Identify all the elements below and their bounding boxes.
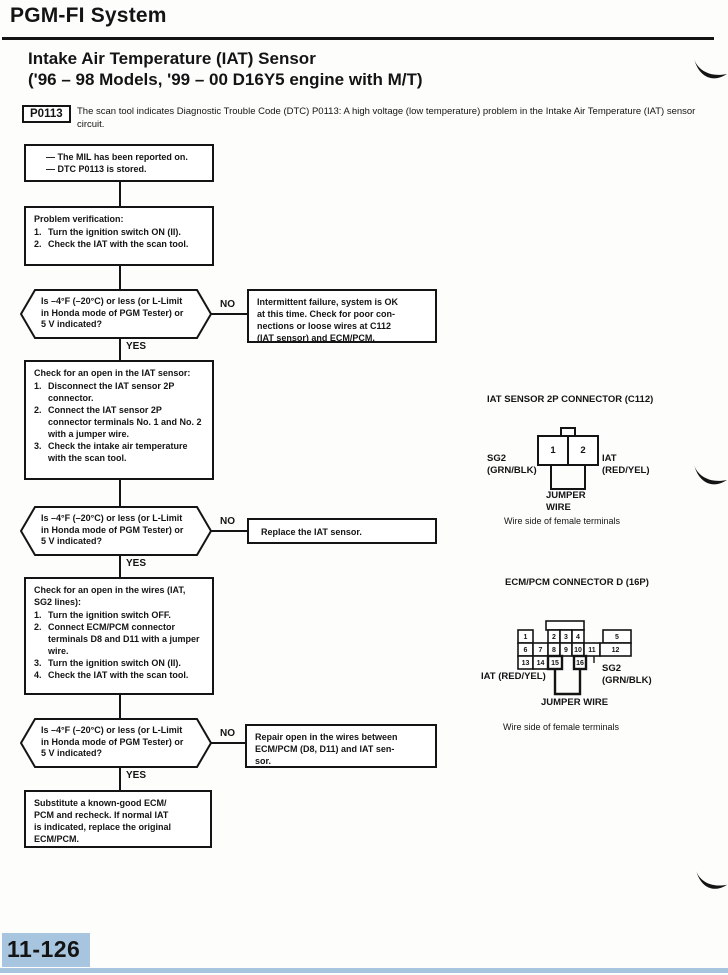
- decision-2-line2: in Honda mode of PGM Tester) or: [41, 524, 184, 535]
- no-branch-line: [211, 313, 247, 315]
- c112-connector-body: [537, 435, 599, 466]
- flow-connector: [119, 182, 121, 206]
- d16p-pin: 8: [552, 647, 556, 654]
- d16p-pin: 1: [523, 634, 528, 641]
- decision-1-line1: Is –4°F (–20°C) or less (or L-Limit: [41, 296, 183, 306]
- verify-step: 1. Turn the ignition switch ON (II).: [34, 227, 181, 237]
- flow-connector: [119, 768, 121, 790]
- decision-1: [20, 289, 212, 339]
- wires-check-step: 1. Turn the ignition switch OFF.: [34, 610, 171, 620]
- d16p-pin: 10: [574, 647, 582, 654]
- flow-connector: [119, 695, 121, 718]
- yes-label: YES: [126, 341, 147, 352]
- wires-check-step: 2. Connect ECM/PCM connector terminals D8 and D11 with a jumper wire.: [34, 622, 200, 656]
- substitute-line: ECM/PCM.: [34, 834, 79, 844]
- c112-pin-2: 2: [580, 445, 586, 456]
- flow-connector: [119, 339, 121, 360]
- no-label: NO: [220, 516, 235, 527]
- d16p-pin: 11: [588, 647, 596, 654]
- no-label: NO: [220, 728, 235, 739]
- replace-sensor-box: [247, 518, 437, 544]
- dtc-description: The scan tool indicates Diagnostic Trouble Code (DTC) P0113: A high voltage (low temperature) problem in the Intake Air Temperature (IAT) sensor circuit.: [77, 106, 696, 130]
- binder-mark-icon: [694, 52, 728, 86]
- decision-3-line2: in Honda mode of PGM Tester) or: [41, 736, 184, 747]
- replace-sensor-text: Replace the IAT sensor.: [261, 527, 362, 537]
- d16p-pin: 2: [552, 634, 556, 641]
- wires-check-step: 4. Check the IAT with the scan tool.: [34, 670, 189, 680]
- flow-start-box: [24, 144, 214, 182]
- d16p-heading: ECM/PCM CONNECTOR D (16P): [505, 577, 649, 588]
- no-branch-line: [211, 530, 247, 532]
- decision-2: [20, 506, 212, 556]
- c112-caption: Wire side of female terminals: [504, 516, 621, 526]
- iat-check-box: [24, 360, 214, 480]
- decision-2-line3: 5 V indicated?: [41, 536, 103, 546]
- c112-sg2-label: SG2 (GRN/BLK): [487, 453, 537, 476]
- substitute-line: Substitute a known-good ECM/: [34, 798, 167, 808]
- d16p-pin: 12: [611, 647, 620, 654]
- d16p-pin: 4: [576, 634, 580, 641]
- decision-3-line1: Is –4°F (–20°C) or less (or L-Limit: [41, 725, 183, 735]
- d16p-sg2-label: SG2 (GRN/BLK): [602, 663, 652, 686]
- d16p-pin: 6: [523, 647, 528, 654]
- iat-check-step: 3. Check the intake air temperature with the scan tool.: [34, 441, 188, 463]
- decision-3: [20, 718, 212, 768]
- no-branch-line: [211, 742, 245, 744]
- d16p-jumper-wire-line: [555, 670, 580, 695]
- d16p-pin: 13: [521, 660, 530, 667]
- intermittent-line: at this time. Check for poor con-: [257, 309, 396, 319]
- flow-connector: [119, 266, 121, 289]
- page-title: PGM-FI System: [10, 4, 167, 27]
- c112-heading: IAT SENSOR 2P CONNECTOR (C112): [487, 394, 654, 405]
- wires-check-step: 3. Turn the ignition switch ON (II).: [34, 658, 181, 668]
- substitute-box: [24, 790, 212, 848]
- dtc-code-badge: P0113: [22, 105, 71, 123]
- repair-line: ECM/PCM (D8, D11) and IAT sen-: [255, 744, 395, 754]
- intermittent-line: (IAT sensor) and ECM/PCM.: [257, 333, 375, 343]
- decision-2-line1: Is –4°F (–20°C) or less (or L-Limit: [41, 513, 183, 523]
- yes-label: YES: [126, 770, 147, 781]
- c112-pin-1: 1: [539, 437, 569, 464]
- iat-check-step: 1. Disconnect the IAT sensor 2P connector.: [34, 381, 175, 403]
- c112-jumper-wire-line: [550, 466, 586, 490]
- section-title-line2: ('96 – 98 Models, '99 – 00 D16Y5 engine with M/T): [28, 70, 423, 89]
- bottom-accent-bar: [0, 968, 728, 973]
- section-title-line1: Intake Air Temperature (IAT) Sensor: [28, 49, 316, 68]
- substitute-line: PCM and recheck. If normal IAT: [34, 810, 169, 820]
- binder-mark-icon: [696, 864, 728, 896]
- d16p-pin: 15: [551, 660, 559, 667]
- no-label: NO: [220, 299, 235, 310]
- verify-title: Problem verification:: [34, 214, 124, 224]
- iat-check-step: 2. Connect the IAT sensor 2P connector terminals No. 1 and No. 2 with a jumper wire.: [34, 405, 202, 439]
- repair-line: Repair open in the wires between: [255, 732, 398, 742]
- wires-check-title: Check for an open in the wires (IAT, SG2 lines):: [34, 585, 186, 607]
- repair-box: [245, 724, 437, 768]
- substitute-line: is indicated, replace the original: [34, 822, 172, 832]
- flow-connector: [119, 480, 121, 506]
- d16p-pin: 9: [564, 647, 568, 654]
- c112-iat-label: IAT (RED/YEL): [602, 453, 650, 476]
- d16p-iat-label: IAT (RED/YEL): [481, 671, 546, 682]
- intermittent-line: nections or loose wires at C112: [257, 321, 392, 331]
- iat-check-title: Check for an open in the IAT sensor:: [34, 368, 191, 378]
- c112-jumper-label: JUMPER WIRE: [546, 490, 586, 513]
- binder-mark-icon: [694, 458, 728, 492]
- verify-step: 2. Check the IAT with the scan tool.: [34, 239, 189, 249]
- intermittent-box: [247, 289, 437, 343]
- header-rule: [2, 37, 714, 40]
- page-number: 11-126: [2, 933, 90, 967]
- d16p-jumper-label: JUMPER WIRE: [541, 697, 609, 708]
- intermittent-line: Intermittent failure, system is OK: [257, 297, 399, 307]
- d16p-pin: 14: [536, 660, 545, 667]
- d16p-caption: Wire side of female terminals: [503, 722, 620, 732]
- d16p-pin: 5: [615, 634, 619, 641]
- flow-connector: [119, 556, 121, 577]
- wires-check-box: [24, 577, 214, 695]
- flow-start-line1: — The MIL has been reported on.: [46, 152, 188, 162]
- yes-label: YES: [126, 558, 147, 569]
- d16p-pin: 3: [564, 634, 568, 641]
- decision-3-line3: 5 V indicated?: [41, 748, 103, 758]
- flow-start-line2: — DTC P0113 is stored.: [46, 164, 147, 174]
- repair-line: sor.: [255, 756, 272, 766]
- decision-1-line2: in Honda mode of PGM Tester) or: [41, 307, 184, 318]
- decision-1-line3: 5 V indicated?: [41, 319, 103, 329]
- flow-verify-box: [24, 206, 214, 266]
- d16p-pin: 7: [538, 647, 543, 654]
- d16p-pin: 16: [576, 660, 584, 667]
